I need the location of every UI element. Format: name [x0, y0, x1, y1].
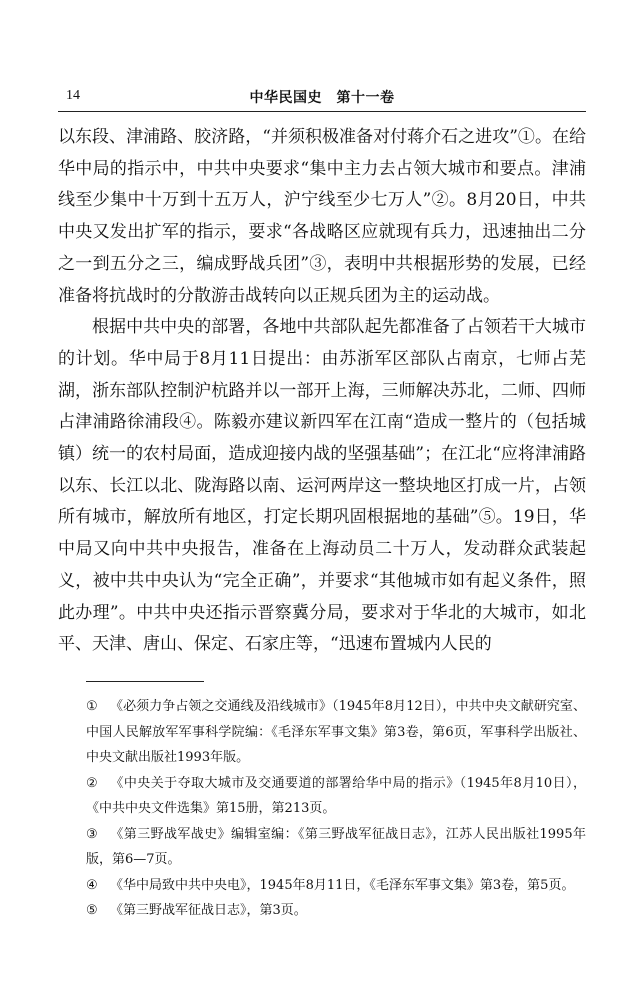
footnote-text: 《第三野战军征战日志》，第3页。 [110, 903, 307, 918]
footnote [86, 873, 586, 899]
footnote-mark: ⑤ [86, 903, 98, 918]
footnote-text: 《华中局致中共中央电》，1945年8月11日，《毛泽东军事文集》第3卷，第5页。 [110, 877, 575, 893]
footnote [86, 822, 586, 873]
footnote [86, 694, 586, 771]
paragraph: 根据中共中央的部署，各地中共部队起先都准备了占领若干大城市的计划。华中局于8月11日提出：由苏浙军区部队占南京，七师占芜湖，浙东部队控制沪杭路并以一部开上海，三师解决苏北，二师、四师占津浦路徐浦段④。陈毅亦建议新四军在江南“造成一整片的（包括城镇）统一的农村局面，造成迎接内战的坚强基础”；在江北“应将津浦路以东、长江以北、陇海路以南、运河两岸这一整块地区打成一片，占领所有城市，解放所有地区，打定长期巩固根据地的基础”⑤。19日，华中局又向中共中央报告，准备在上海动员二十万人，发动群众武装起义，被中共中央认为“完全正确”，并要求“其他城市如有起义条件，照此办理”。中共中央还指示晋察冀分局，要求对于华北的大城市，如北平、天津、唐山、保定、石家庄等，“迅速布置城内人民的 [58, 317, 586, 655]
footnote-text: 《中央关于夺取大城市及交通要道的部署给华中局的指示》（1945年8月10日），《中共中央文件选集》第15册，第213页。 [86, 775, 586, 816]
footnote-text: 《必须力争占领之交通线及沿线城市》（1945年8月12日），中共中央文献研究室、中国人民解放军军事科学院编：《毛泽东军事文集》第3卷，第6页，军事科学出版社、中央文献出版社1993年版。 [86, 699, 586, 765]
header-rule [58, 111, 586, 112]
footnote [86, 898, 586, 924]
running-title: 中华民国史 第十一卷 [249, 90, 395, 106]
footnotes [86, 694, 586, 924]
body-text [58, 122, 586, 661]
page-header [58, 84, 586, 106]
footnote-mark: ③ [86, 826, 98, 842]
footnote-text: 《第三野战军战史》编辑室编：《第三野战军征战日志》，江苏人民出版社1995年版，第6—7页。 [86, 826, 586, 867]
footnote [86, 771, 586, 822]
footnote-rule [86, 681, 204, 682]
footnote-mark: ② [86, 775, 98, 791]
footnote-mark: ① [86, 699, 98, 714]
page-number: 14 [66, 88, 80, 103]
paragraph: 以东段、津浦路、胶济路，“并须积极准备对付蒋介石之进攻”①。在给华中局的指示中，中共中央要求“集中主力去占领大城市和要点。津浦线至少集中十万到十五万人，沪宁线至少七万人”②。8月20日，中共中央又发出扩军的指示，要求“各战略区应就现有兵力，迅速抽出二分之一到五分之三，编成野战兵团”③，表明中共根据形势的发展，已经准备将抗战时的分散游击战转向以正规兵团为主的运动战。 [58, 127, 586, 306]
footnote-mark: ④ [86, 877, 98, 893]
